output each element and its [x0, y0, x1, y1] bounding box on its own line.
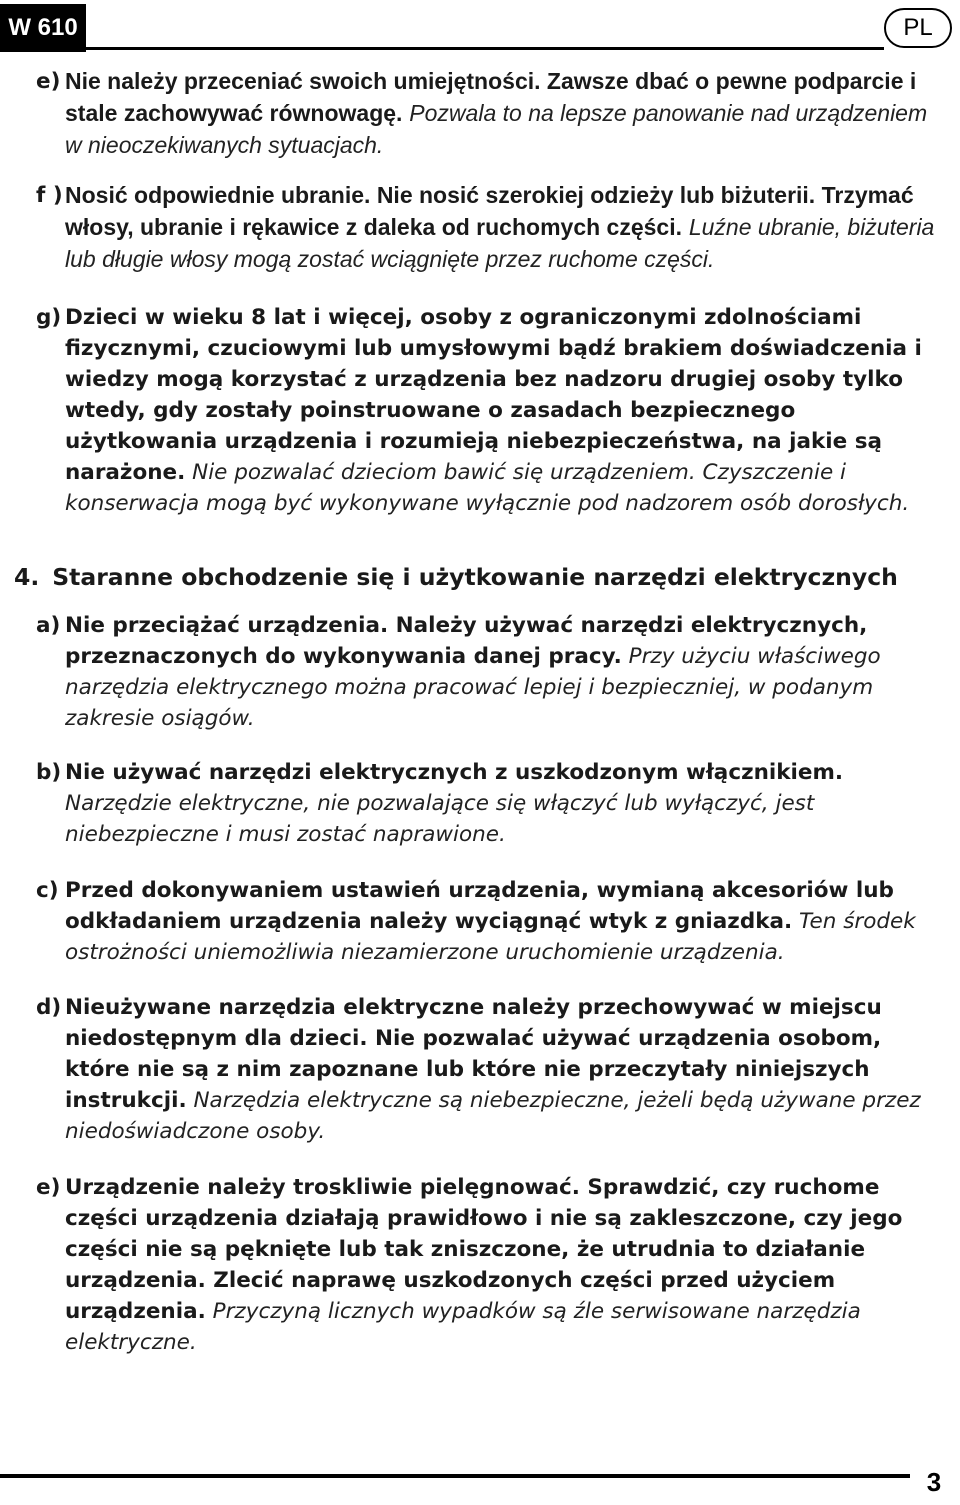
item-label: c) [36, 878, 59, 903]
section-4-title [14, 562, 914, 593]
section-number: 4. [14, 563, 40, 591]
item-4a [36, 610, 936, 734]
item-label: d) [36, 995, 62, 1020]
item-bold-text: Nie przeciążać urządzenia. Należy używać narzędzi elektrycznych, przeznaczonych do wykonywania danej pracy. [65, 613, 868, 669]
page-header [0, 0, 960, 56]
item-prev-g [36, 302, 936, 519]
item-label: b) [36, 760, 62, 785]
item-italic-text: Przyczyną licznych wypadków są źle serwisowane narzędzia elektryczne. [65, 1299, 861, 1355]
item-italic-text: Luźne ubranie, biżuteria lub długie włosy mogą zostać wciągnięte przez ruchome części. [65, 214, 935, 272]
item-italic-text: Ten środek ostrożności uniemożliwia niezamierzone uruchomienie urządzenia. [65, 909, 916, 965]
header-rule [86, 47, 884, 50]
footer-rule [0, 1474, 910, 1478]
section-title-text: Staranne obchodzenie się i użytkowanie narzędzi elektrycznych [52, 563, 898, 591]
item-italic-text: Nie pozwalać dzieciom bawić się urządzeniem. Czyszczenie i konserwacja mogą być wykonywane wyłącznie pod nadzorem osób dorosłych. [65, 460, 910, 516]
item-bold-text: Nie używać narzędzi elektrycznych z uszkodzonym włącznikiem. [65, 760, 844, 785]
item-4e [36, 1172, 936, 1358]
item-italic-text: Przy użyciu właściwego narzędzia elektrycznego można pracować lepiej i bezpieczniej, w podanym zakresie osiągów. [65, 644, 881, 731]
item-prev-f [36, 180, 936, 276]
item-bold-text: Dzieci w wieku 8 lat i więcej, osoby z ograniczonymi zdolnościami fizycznymi, czuciowymi lub umysłowymi bądź brakiem doświadczenia i wiedzy mogą korzystać z urządzenia bez nadzoru drugiej osoby tylko wtedy, gdy zostały poinstruowane o zasadach bezpiecznego użytkowania urządzenia i rozumieją niebezpieczeństwa, na jakie są narażone. [65, 305, 922, 485]
model-badge: W 610 [0, 4, 86, 52]
item-label: f ) [36, 183, 63, 208]
item-italic-text: Pozwala to na lepsze panowanie nad urządzeniem w nieoczekiwanych sytuacjach. [65, 100, 928, 158]
item-label: e) [36, 1175, 61, 1200]
item-bold-text: Urządzenie należy troskliwie pielęgnować. Sprawdzić, czy ruchome części urządzenia działają prawidłowo i nie są zakleszczone, czy jego części nie są pęknięte lub tak zniszczone, że utrudnia to działanie urządzenia. Zlecić naprawę uszkodzonych części przed użyciem urządzenia. [65, 1175, 903, 1324]
item-label: a) [36, 613, 61, 638]
item-4b [36, 757, 936, 850]
item-italic-text: Narzędzie elektryczne, nie pozwalające się włączyć lub wyłączyć, jest niebezpieczne i musi zostać naprawione. [65, 791, 815, 847]
item-bold-text: Nieużywane narzędzia elektryczne należy przechowywać w miejscu niedostępnym dla dzieci. Nie pozwalać używać urządzenia osobom, które nie są z nim zapoznane lub które nie przeczytały niniejszych instrukcji. [65, 995, 882, 1113]
item-label: g) [36, 305, 62, 330]
item-italic-text: Narzędzia elektryczne są niebezpieczne, jeżeli będą używane przez niedoświadczone osoby. [65, 1088, 921, 1144]
page-number: 3 [926, 1467, 942, 1497]
item-bold-text: Nie należy przeceniać swoich umiejętności. Zawsze dbać o pewne podparcie i stale zachowywać równowagę. [65, 68, 917, 126]
item-prev-e [36, 66, 936, 162]
language-badge: PL [884, 8, 952, 48]
item-bold-text: Przed dokonywaniem ustawień urządzenia, wymianą akcesoriów lub odkładaniem urządzenia należy wyciągnąć wtyk z gniazdka. [65, 878, 894, 934]
item-4d [36, 992, 936, 1147]
item-bold-text: Nosić odpowiednie ubranie. Nie nosić szerokiej odzieży lub biżuterii. Trzymać włosy, ubranie i rękawice z daleka od ruchomych części. [65, 182, 914, 240]
item-4c [36, 875, 936, 968]
item-label: e) [36, 69, 61, 94]
